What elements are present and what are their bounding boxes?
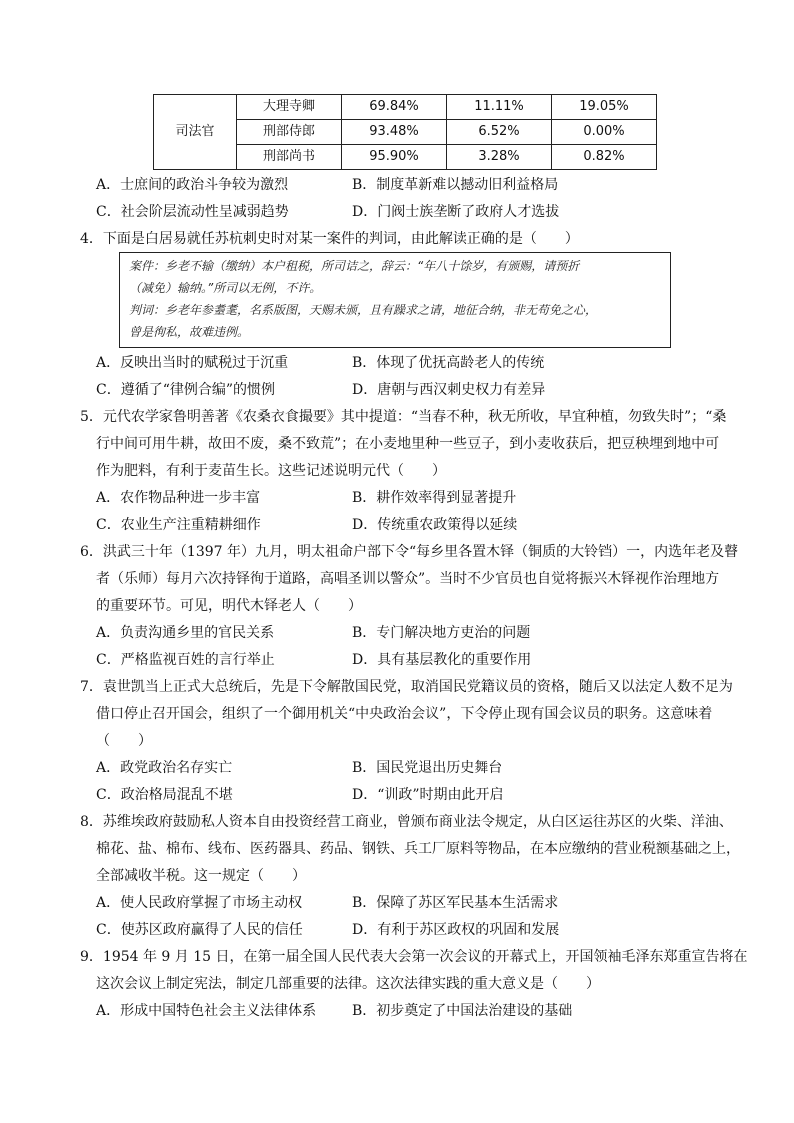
q7-option-b[interactable]: B．国民党退出历史舞台 bbox=[352, 760, 503, 776]
q4-stem: 4．下面是白居易就任苏杭刺史时对某一案件的判词，由此解读正确的是（ ） bbox=[80, 231, 579, 247]
q3-option-d[interactable]: D．门阀士族垄断了政府人才选拔 bbox=[352, 204, 560, 220]
q7-stem-line: 7．袁世凯当上正式大总统后，先是下令解散国民党，取消国民党籍议员的资格，随后又以法定人数不足为 bbox=[80, 679, 733, 695]
table-cell-role: 刑部尚书 bbox=[237, 145, 342, 170]
table-row bbox=[154, 95, 657, 120]
case-line: 曾是徇私，故难违例。 bbox=[129, 325, 250, 339]
table-cell-value: 93.48% bbox=[342, 120, 447, 145]
q5-stem-line: 作为肥料，有利于麦苗生长。这些记述说明元代（ ） bbox=[96, 463, 446, 479]
q8-option-a[interactable]: A．使人民政府掌握了市场主动权 bbox=[96, 895, 303, 911]
table-cell-role: 大理寺卿 bbox=[237, 95, 342, 120]
table-cell-value: 3.28% bbox=[447, 145, 552, 170]
q4-option-c[interactable]: C．遵循了“律例合编”的惯例 bbox=[96, 382, 276, 398]
q6-stem-line: 的重要环节。可见，明代木铎老人（ ） bbox=[96, 598, 362, 614]
q4-case-box bbox=[119, 252, 671, 348]
q6-stem-line: 者（乐师）每月六次持铎徇于道路，高唱圣训以警众”。当时不少官员也自觉将振兴木铎视作治理地方 bbox=[96, 571, 720, 587]
q7-stem-line: 借口停止召开国会，组织了一个御用机关“中央政治会议”，下令停止现有国会议员的职务。这意味着 bbox=[96, 706, 713, 722]
q4-option-b[interactable]: B．体现了优抚高龄老人的传统 bbox=[352, 355, 545, 371]
q9-option-a[interactable]: A．形成中国特色社会主义法律体系 bbox=[96, 1003, 317, 1019]
q5-option-b[interactable]: B．耕作效率得到显著提升 bbox=[352, 490, 517, 506]
q5-stem-line: 行中间可用牛耕，故田不废，桑不致荒”；在小麦地里种一些豆子，到小麦收获后，把豆秧埋到地中可 bbox=[96, 436, 720, 452]
q5-option-a[interactable]: A．农作物品种进一步丰富 bbox=[96, 490, 261, 506]
q6-option-b[interactable]: B．专门解决地方吏治的问题 bbox=[352, 625, 531, 641]
q3-option-a[interactable]: A．士庶间的政治斗争较为激烈 bbox=[96, 177, 289, 193]
table-cell-value: 6.52% bbox=[447, 120, 552, 145]
q7-stem-line: （ ） bbox=[96, 733, 152, 749]
q4-option-a[interactable]: A．反映出当时的赋税过于沉重 bbox=[96, 355, 289, 371]
table-cell-value: 11.11% bbox=[447, 95, 552, 120]
case-line: （减免）输纳。”所司以无例，不许。 bbox=[129, 281, 322, 295]
q6-option-d[interactable]: D．具有基层教化的重要作用 bbox=[352, 652, 532, 668]
q5-option-c[interactable]: C．农业生产注重精耕细作 bbox=[96, 517, 261, 533]
q8-stem-line: 8．苏维埃政府鼓励私人资本自由投资经营工商业，曾颁布商业法令规定，从白区运往苏区的火柴、洋油、 bbox=[80, 814, 733, 830]
q8-option-c[interactable]: C．使苏区政府赢得了人民的信任 bbox=[96, 922, 303, 938]
official-origin-table bbox=[153, 94, 657, 170]
q9-stem-line: 9．1954 年 9 月 15 日，在第一届全国人民代表大会第一次会议的开幕式上，开国领袖毛泽东郑重宣告将在 bbox=[80, 949, 748, 965]
table-cell-role: 刑部侍郎 bbox=[237, 120, 342, 145]
case-line: 案件：乡老不输（缴纳）本户租税，所司诘之，辞云：“年八十馀岁，有颁赐，请预折 bbox=[129, 259, 580, 273]
q9-option-b[interactable]: B．初步奠定了中国法治建设的基础 bbox=[352, 1003, 573, 1019]
case-line: 判词：乡老年参耋耄，名系版图，天赐未颁，且有躁求之请，地征合纳，非无苟免之心， bbox=[129, 303, 598, 317]
q5-option-d[interactable]: D．传统重农政策得以延续 bbox=[352, 517, 518, 533]
q8-option-d[interactable]: D．有利于苏区政权的巩固和发展 bbox=[352, 922, 560, 938]
table-group-label: 司法官 bbox=[154, 95, 237, 170]
q5-stem-line: 5．元代农学家鲁明善著《农桑衣食撮要》其中提道：“当春不种，秋无所收，早宜种植，勿致失时”；“桑 bbox=[80, 409, 727, 425]
table-cell-value: 0.00% bbox=[552, 120, 657, 145]
q8-stem-line: 棉花、盐、棉布、线布、医药器具、药品、钢铁、兵工厂原料等物品，在本应缴纳的营业税额基础之上， bbox=[96, 841, 740, 857]
table-cell-value: 69.84% bbox=[342, 95, 447, 120]
q3-option-c[interactable]: C．社会阶层流动性呈减弱趋势 bbox=[96, 204, 289, 220]
q7-option-d[interactable]: D．“训政”时期由此开启 bbox=[352, 787, 504, 803]
q4-option-d[interactable]: D．唐朝与西汉刺史权力有差异 bbox=[352, 382, 546, 398]
q7-option-c[interactable]: C．政治格局混乱不堪 bbox=[96, 787, 233, 803]
q9-stem-line: 这次会议上制定宪法，制定几部重要的法律。这次法律实践的重大意义是（ ） bbox=[96, 976, 600, 992]
table-cell-value: 0.82% bbox=[552, 145, 657, 170]
q6-option-a[interactable]: A．负责沟通乡里的官民关系 bbox=[96, 625, 275, 641]
q6-stem-line: 6．洪武三十年（1397 年）九月，明太祖命户部下令“每乡里各置木铎（铜质的大铃铛）一，内选年老及瞽 bbox=[80, 544, 739, 560]
table-cell-value: 19.05% bbox=[552, 95, 657, 120]
q3-option-b[interactable]: B．制度革新难以撼动旧利益格局 bbox=[352, 177, 559, 193]
q8-option-b[interactable]: B．保障了苏区军民基本生活需求 bbox=[352, 895, 559, 911]
q8-stem-line: 全部减收半税。这一规定（ ） bbox=[96, 868, 306, 884]
q7-option-a[interactable]: A．政党政治名存实亡 bbox=[96, 760, 233, 776]
q6-option-c[interactable]: C．严格监视百姓的言行举止 bbox=[96, 652, 275, 668]
table-cell-value: 95.90% bbox=[342, 145, 447, 170]
